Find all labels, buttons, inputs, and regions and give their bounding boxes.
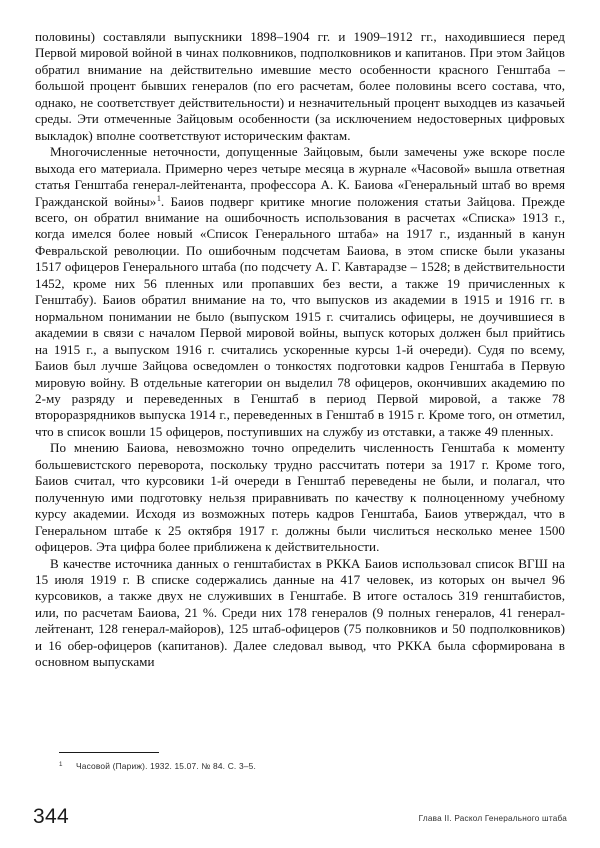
paragraph-2-text-before-footnote-ref: Многочисленные неточности, допущенные Зайцовым, были замечены уже вскоре после выхода его материала. Примерно через четыре месяца в журнале «Часовой» вышла ответная статья Генштаба генерал-лейтенанта, профессора А. К. Баиова «Генеральный штаб во время Гражданской войны»: [35, 144, 565, 209]
footnote-area: [59, 752, 559, 772]
page-text-block: [35, 29, 565, 671]
footnote-text: Часовой (Париж). 1932. 15.07. № 84. С. 3–5.: [76, 760, 256, 771]
footnote-item: [59, 759, 559, 772]
paragraph-3: По мнению Баиова, невозможно точно определить численность Генштаба к моменту большевистского переворота, поскольку трудно рассчитать потери за 1917 г. Кроме того, Баиов считал, что курсовики 1-й очереди в Генштаб переведены не были, и полагал, что полученную ими подготовку нельзя приравнивать по качеству к полноценному учебному курсу академии. Исходя из возможных потерь кадров Генштаба, Баиов утверждал, что в Генеральном штабе к 25 октября 1917 г. должны были числиться несколько менее 1500 офицеров. Эта цифра более приближена к действительности.: [35, 440, 565, 555]
running-head-chapter-title: Глава II. Раскол Генерального штаба: [418, 814, 567, 823]
page-footer: [33, 805, 567, 837]
page-number: 344: [33, 805, 69, 828]
paragraph-2: [35, 144, 565, 440]
paragraph-1: половины) составляли выпускники 1898–1904 гг. и 1909–1912 гг., находившиеся перед Первой мировой войной в чинах полковников, подполковников и капитанов. При этом Зайцов обратил внимание на действительно имевшие место особенности красного Генштаба – большой процент бывших генералов (по его расчетам, более половины всего состава, что, однако, не соответствует действительности) и незначительный процент выходцев из казачьей среды. Эти отмеченные Зайцовым особенности (за исключением недостоверных цифровых выкладок) вполне соответствуют историческим фактам.: [35, 29, 565, 143]
footnote-separator-rule: [59, 752, 159, 753]
paragraph-2-text-after-footnote-ref: . Баиов подверг критике многие положения статьи Зайцова. Прежде всего, он обратил внимание на ошибочность использования в расчетах «Списка» 1913 г., когда имелся более новый «Список Генерального штаба» на 1917 г., изданный в канун Февральской революции. По ошибочным подсчетам Баиова, в этом списке были указаны 1517 офицеров Генерального штаба (по подсчету А. Г. Кавтарадзе – 1528; в действительности 1452, кроме них 56 пленных или пропавших без вести, а также 19 причисленных к Генштабу). Баиов обратил внимание на то, что выпусков из академии в 1915 и 1916 гг. в нормальном понимании не было (выпуском 1915 г. считались офицеры, не доучившиеся в академии в связи с началом Первой мировой войны, выпуск которых должен был прийтись на 1915 г., а выпуском 1916 г. считались ускоренные курсы 1-й очереди). Судя по всему, Баиов был лучше Зайцова осведомлен о тонкостях подготовки кадров Генштаба в Первую мировую войну. В отдельные категории он выделил 78 офицеров, окончивших академию по 2-му разряду и переведенных в Генштаб в период Первой мировой, а также 78 второразрядников выпуска 1914 г., переведенных в Генштаб в 1915 г. Кроме того, он отметил, что в список вошли 15 офицеров, поступивших на службу из отставки, а также 49 пленных.: [35, 193, 565, 439]
paragraph-4: В качестве источника данных о генштабистах в РККА Баиов использовал список ВГШ на 15 июля 1919 г. В списке содержались данные на 417 человек, из которых он вычел 96 курсовиков, а также двух не служивших в Генштабе. В итоге осталось 319 генштабистов, или, по расчетам Баиова, 21 %. Среди них 178 генералов (9 полных генералов, 41 генерал-лейтенант, 128 генерал-майоров), 125 штаб-офицеров (75 полковников и 50 подполковников) и 16 обер-офицеров (капитанов). Далее следовал вывод, что РККА была сформирована в основном выпусками: [35, 555, 565, 670]
footnote-number: 1: [59, 761, 63, 768]
footnote-reference-1[interactable]: 1: [156, 194, 161, 204]
